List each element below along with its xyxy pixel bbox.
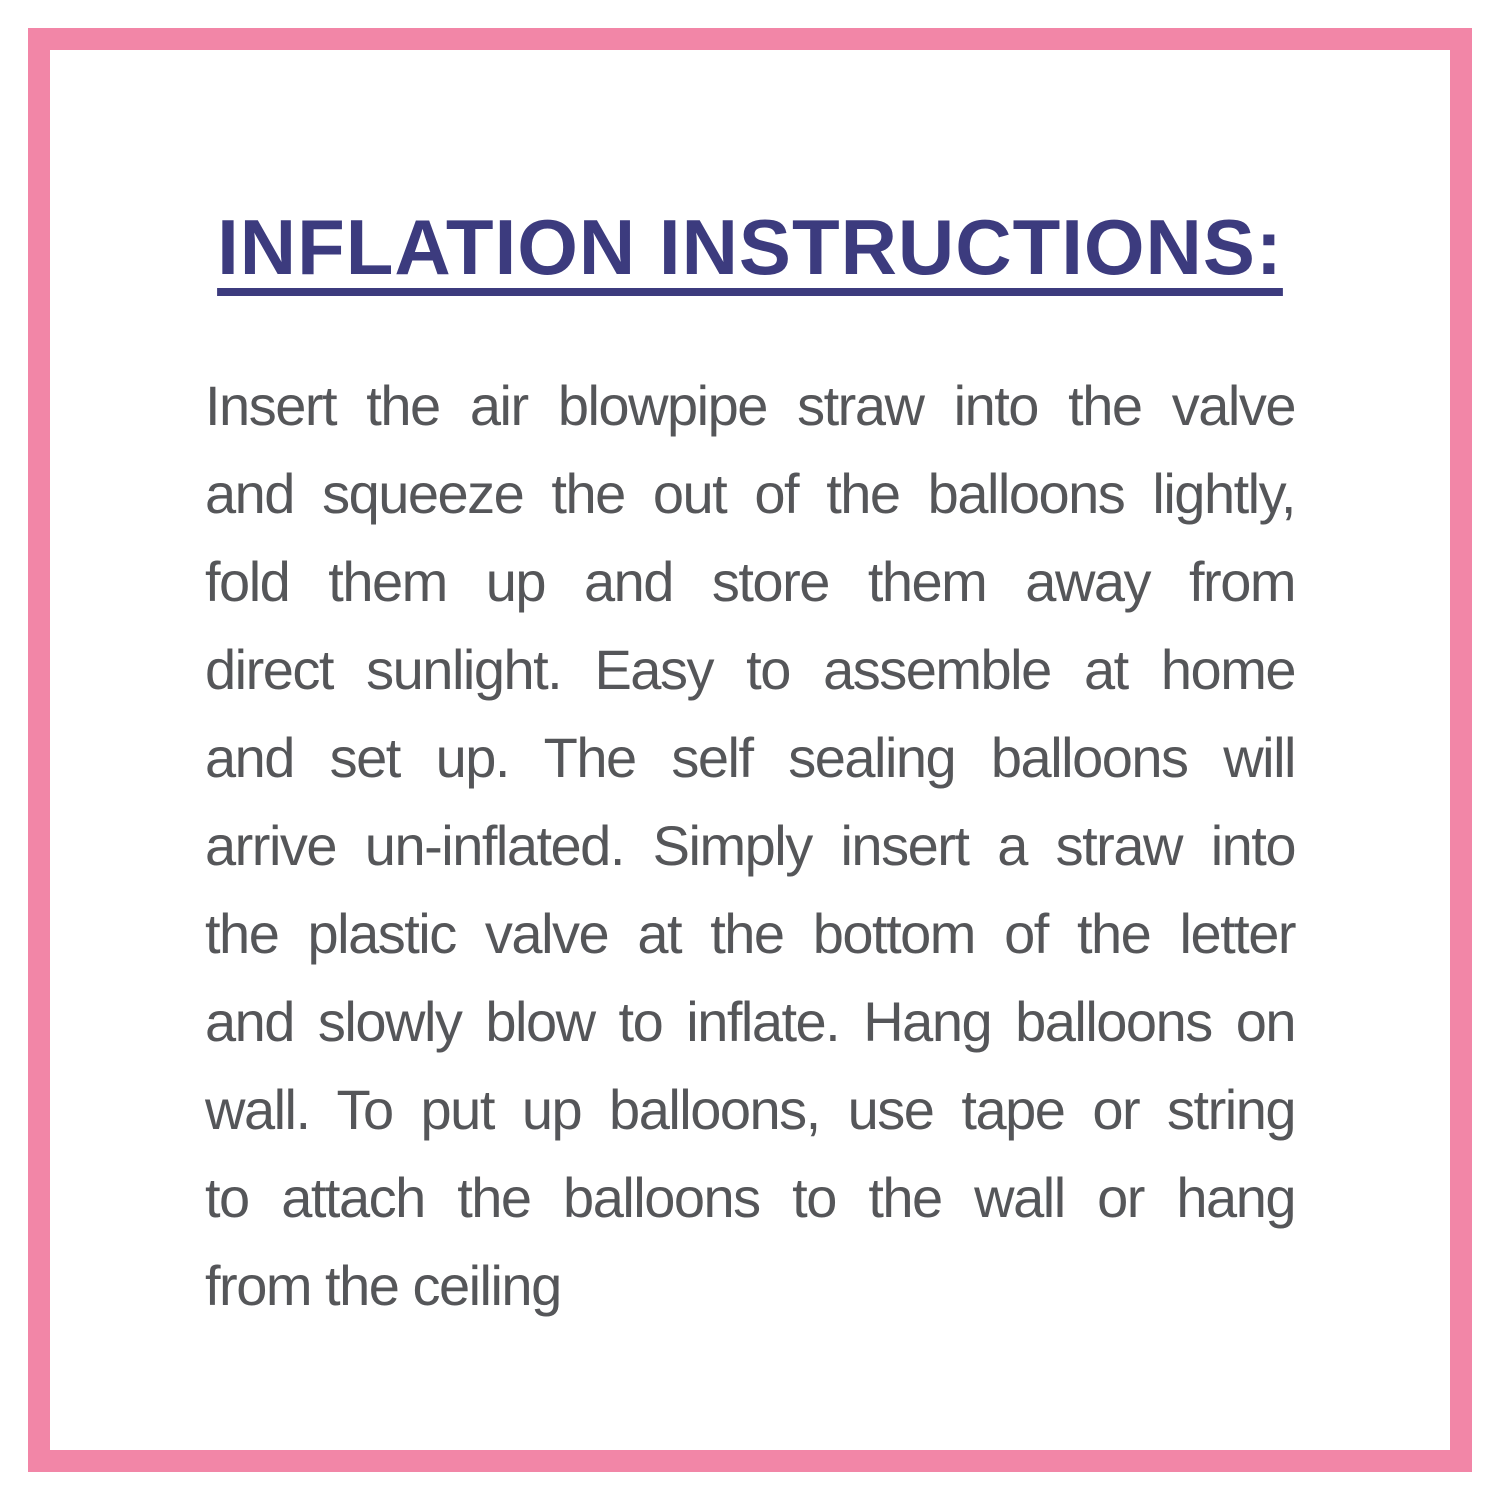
paragraph-line: fold them up and store them away from [205, 550, 1295, 613]
paragraph-line: and squeeze the out of the balloons lightly, [205, 462, 1295, 525]
pink-border-frame [28, 28, 1472, 1472]
paragraph-line: wall. To put up balloons, use tape or string [205, 1078, 1295, 1141]
paragraph-line: arrive un-inflated. Simply insert a straw into [205, 814, 1295, 877]
card-content [100, 100, 1400, 1400]
paragraph-line: and slowly blow to inflate. Hang balloons on [205, 990, 1295, 1053]
paragraph-line: from the ceiling [205, 1254, 561, 1317]
paragraph-line: the plastic valve at the bottom of the letter [205, 902, 1295, 965]
paragraph-line: and set up. The self sealing balloons will [205, 726, 1295, 789]
instructions-paragraph [205, 362, 1295, 1330]
inflation-instructions-title: INFLATION INSTRUCTIONS: [217, 203, 1283, 291]
paragraph-line: to attach the balloons to the wall or hang [205, 1166, 1295, 1229]
paragraph-line: direct sunlight. Easy to assemble at home [205, 638, 1295, 701]
paragraph-line: Insert the air blowpipe straw into the valve [205, 374, 1295, 437]
